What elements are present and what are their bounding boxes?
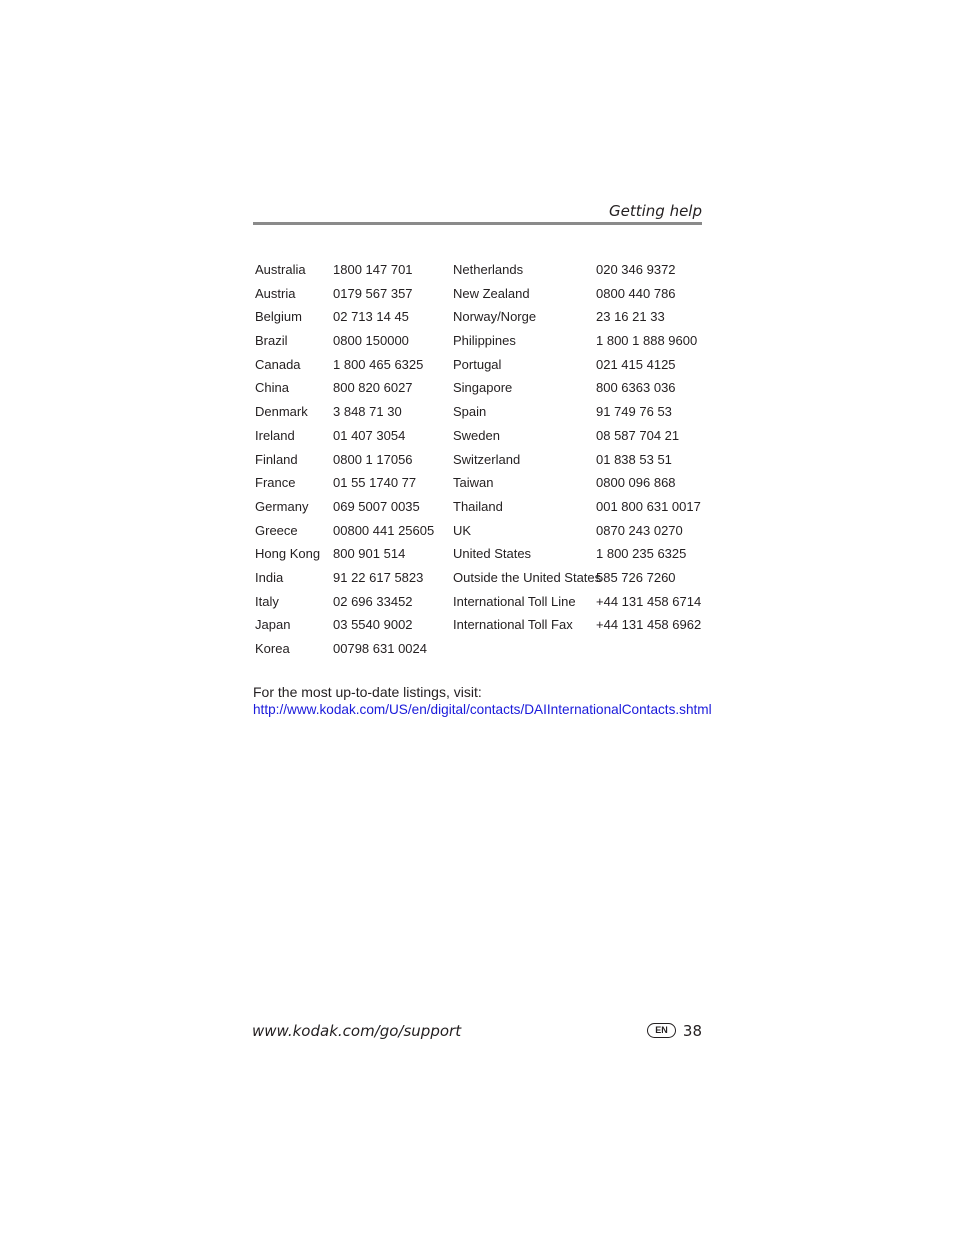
country-name: China bbox=[255, 380, 289, 396]
phone-number: 800 901 514 bbox=[333, 546, 406, 562]
country-name: Canada bbox=[255, 356, 301, 372]
contact-row bbox=[255, 495, 705, 519]
country-name: Thailand bbox=[453, 498, 503, 514]
phone-number: 00798 631 0024 bbox=[333, 641, 427, 656]
phone-number: 02 713 14 45 bbox=[333, 309, 409, 325]
country-name: Netherlands bbox=[453, 262, 524, 277]
phone-number: 91 749 76 53 bbox=[596, 404, 672, 420]
phone-number: 02 696 33452 bbox=[333, 593, 413, 609]
contact-row bbox=[255, 329, 705, 353]
phone-number: 800 6363 036 bbox=[596, 380, 676, 396]
phone-number: 91 22 617 5823 bbox=[333, 569, 424, 585]
phone-number: 020 346 9372 bbox=[596, 262, 676, 277]
country-name: Japan bbox=[255, 617, 291, 633]
footer-url: www.kodak.com/go/support bbox=[252, 1022, 462, 1040]
phone-number: 23 16 21 33 bbox=[596, 309, 665, 325]
phone-number: 01 55 1740 77 bbox=[333, 475, 417, 491]
country-name: Finland bbox=[255, 451, 298, 467]
country-name: Philippines bbox=[453, 333, 516, 349]
contact-row bbox=[255, 376, 705, 400]
phone-number: 03 5540 9002 bbox=[333, 617, 413, 633]
country-name: Austria bbox=[255, 285, 296, 301]
phone-number: 3 848 71 30 bbox=[333, 404, 402, 420]
contact-row bbox=[255, 424, 705, 448]
phone-number: 0800 150000 bbox=[333, 333, 409, 349]
country-name: Portugal bbox=[453, 356, 502, 372]
country-name: Outside the United States bbox=[453, 569, 602, 585]
contact-row bbox=[255, 400, 705, 424]
country-name: United States bbox=[453, 546, 532, 562]
country-name: Denmark bbox=[255, 404, 308, 420]
phone-number: 1 800 465 6325 bbox=[333, 356, 424, 372]
country-name: Korea bbox=[255, 641, 290, 656]
country-name: Singapore bbox=[453, 380, 513, 396]
phone-number: 021 415 4125 bbox=[596, 356, 676, 372]
country-name: Sweden bbox=[453, 427, 500, 443]
phone-number: 0800 096 868 bbox=[596, 475, 676, 491]
phone-number: 08 587 704 21 bbox=[596, 427, 680, 443]
contact-row bbox=[255, 258, 705, 282]
country-name: Ireland bbox=[255, 427, 295, 443]
contact-row bbox=[255, 542, 705, 566]
country-name: France bbox=[255, 475, 296, 491]
contact-row bbox=[255, 305, 705, 329]
phone-number: 01 838 53 51 bbox=[596, 451, 672, 467]
phone-number: 00800 441 25605 bbox=[333, 522, 435, 538]
country-name: Belgium bbox=[255, 309, 302, 325]
country-name: Brazil bbox=[255, 333, 288, 349]
phone-number: 1 800 235 6325 bbox=[596, 546, 687, 562]
contact-row bbox=[255, 613, 705, 637]
country-name: Switzerland bbox=[453, 451, 521, 467]
contact-row bbox=[255, 353, 705, 377]
phone-number: 0870 243 0270 bbox=[596, 522, 683, 538]
phone-number: 800 820 6027 bbox=[333, 380, 413, 396]
contacts-table bbox=[255, 258, 705, 661]
country-name: International Toll Line bbox=[453, 593, 576, 609]
contact-row bbox=[255, 448, 705, 472]
country-name: New Zealand bbox=[453, 285, 530, 301]
country-name: Taiwan bbox=[453, 475, 494, 491]
country-name: International Toll Fax bbox=[453, 617, 573, 633]
phone-number: 0800 440 786 bbox=[596, 285, 676, 301]
phone-number: 0179 567 357 bbox=[333, 285, 413, 301]
contact-row bbox=[255, 590, 705, 614]
phone-number: 585 726 7260 bbox=[596, 569, 676, 585]
contact-row bbox=[255, 519, 705, 543]
country-name: UK bbox=[453, 522, 472, 538]
phone-number: 01 407 3054 bbox=[333, 427, 406, 443]
country-name: Germany bbox=[255, 498, 309, 514]
country-name: Italy bbox=[255, 593, 279, 609]
phone-number: 069 5007 0035 bbox=[333, 498, 420, 514]
country-name: Greece bbox=[255, 522, 298, 538]
language-badge: EN bbox=[647, 1023, 676, 1038]
title-rule bbox=[253, 222, 702, 225]
phone-number: +44 131 458 6962 bbox=[596, 617, 702, 633]
listing-note: For the most up-to-date listings, visit: bbox=[253, 684, 482, 700]
contact-row bbox=[255, 282, 705, 306]
country-name: Norway/Norge bbox=[453, 309, 537, 325]
phone-number: 0800 1 17056 bbox=[333, 451, 413, 467]
phone-number: 1800 147 701 bbox=[333, 262, 413, 277]
contact-row bbox=[255, 566, 705, 590]
phone-number: 1 800 1 888 9600 bbox=[596, 333, 698, 349]
country-name: Hong Kong bbox=[255, 546, 321, 562]
contact-row bbox=[255, 637, 705, 661]
phone-number: +44 131 458 6714 bbox=[596, 593, 702, 609]
country-name: India bbox=[255, 569, 284, 585]
contacts-link[interactable]: http://www.kodak.com/US/en/digital/contacts/DAIInternationalContacts.shtml bbox=[253, 702, 712, 717]
country-name: Australia bbox=[255, 262, 306, 277]
page-number: 38 bbox=[682, 1022, 702, 1040]
section-title: Getting help bbox=[608, 202, 702, 220]
contact-row bbox=[255, 471, 705, 495]
phone-number: 001 800 631 0017 bbox=[596, 498, 701, 514]
country-name: Spain bbox=[453, 404, 487, 420]
